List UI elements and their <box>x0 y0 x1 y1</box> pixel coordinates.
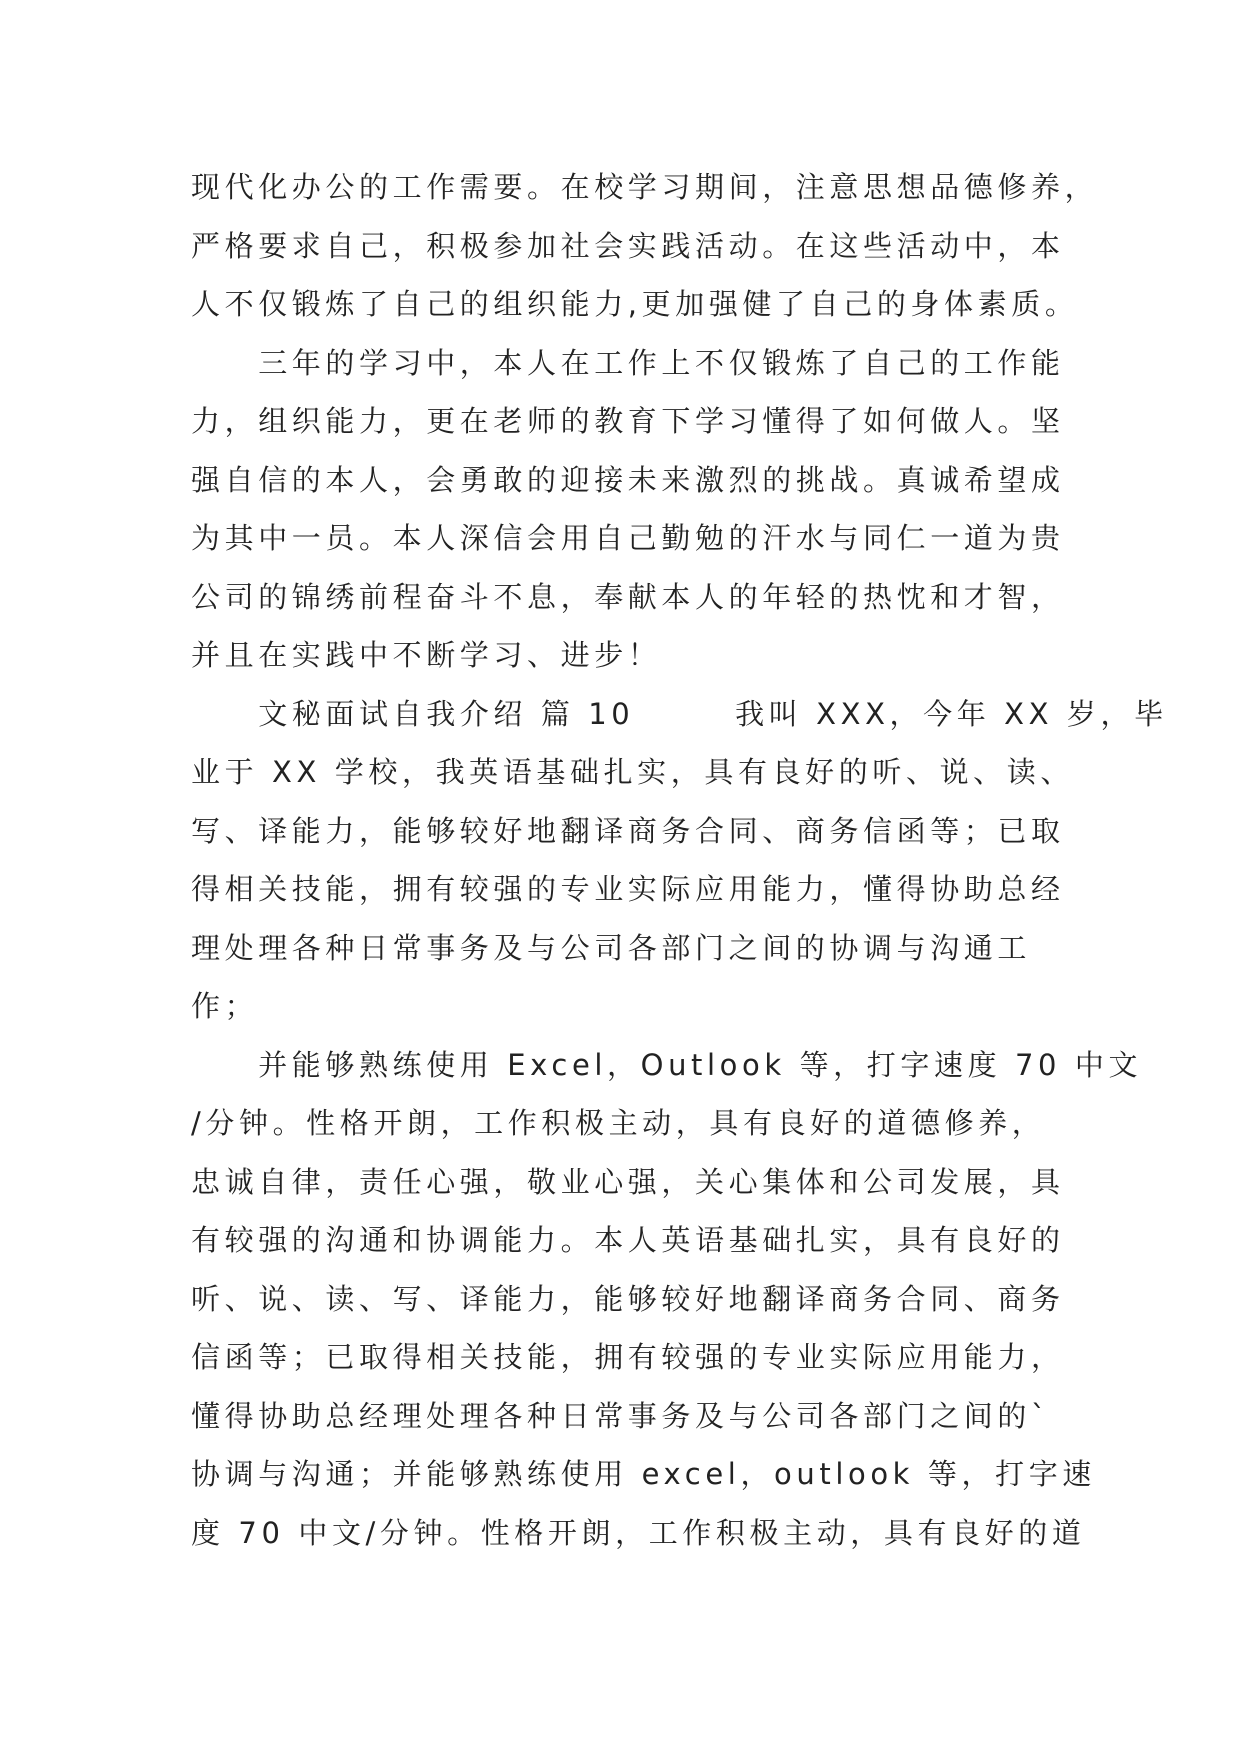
text-line: 有较强的沟通和协调能力。本人英语基础扎实，具有良好的 <box>191 1223 1065 1257</box>
text-line: 公司的锦绣前程奋斗不息，奉献本人的年轻的热忱和才智， <box>191 579 1065 614</box>
text-line: 作； <box>191 989 259 1023</box>
text-line: 信函等；已取得相关技能，拥有较强的专业实际应用能力， <box>191 1340 1065 1374</box>
text-line: 现代化办公的工作需要。在校学习期间，注意思想品德修养， <box>191 170 1099 204</box>
text-line: 力，组织能力，更在老师的教育下学习懂得了如何做人。坚 <box>191 404 1065 438</box>
text-line: 人不仅锻炼了自己的组织能力,更加强健了自己的身体素质。 <box>191 287 1079 321</box>
body-text <box>191 158 1168 1562</box>
text-line: 忠诚自律，责任心强，敬业心强，关心集体和公司发展，具 <box>191 1164 1065 1199</box>
text-line: 听、说、读、写、译能力，能够较好地翻译商务合同、商务 <box>191 1281 1065 1316</box>
text-line: 并能够熟练使用 Excel，Outlook 等，打字速度 70 中文 <box>191 1047 1143 1082</box>
text-line: 三年的学习中，本人在工作上不仅锻炼了自己的工作能 <box>191 345 1065 380</box>
text-line: 写、译能力，能够较好地翻译商务合同、商务信函等；已取 <box>191 813 1065 848</box>
text-line: /分钟。性格开朗，工作积极主动，具有良好的道德修养， <box>191 1106 1046 1140</box>
text-line: 懂得协助总经理处理各种日常事务及与公司各部门之间的` <box>191 1398 1051 1433</box>
text-line: 度 70 中文/分钟。性格开朗，工作积极主动，具有良好的道 <box>191 1515 1086 1550</box>
text-line: 严格要求自己，积极参加社会实践活动。在这些活动中，本 <box>191 228 1065 263</box>
text-line: 并且在实践中不断学习、进步！ <box>191 638 662 672</box>
section-heading-line: 文秘面试自我介绍 篇 10 我叫 XXX，今年 XX 岁，毕 <box>191 696 1168 731</box>
text-line: 协调与沟通；并能够熟练使用 excel，outlook 等，打字速 <box>191 1457 1096 1491</box>
text-line: 为其中一员。本人深信会用自己勤勉的汗水与同仁一道为贵 <box>191 521 1065 555</box>
text-line: 业于 XX 学校，我英语基础扎实，具有良好的听、说、读、 <box>191 755 1074 789</box>
text-line: 理处理各种日常事务及与公司各部门之间的协调与沟通工 <box>191 930 1032 965</box>
text-line: 强自信的本人，会勇敢的迎接未来激烈的挑战。真诚希望成 <box>191 462 1065 497</box>
text-line: 得相关技能，拥有较强的专业实际应用能力，懂得协助总经 <box>191 872 1065 906</box>
